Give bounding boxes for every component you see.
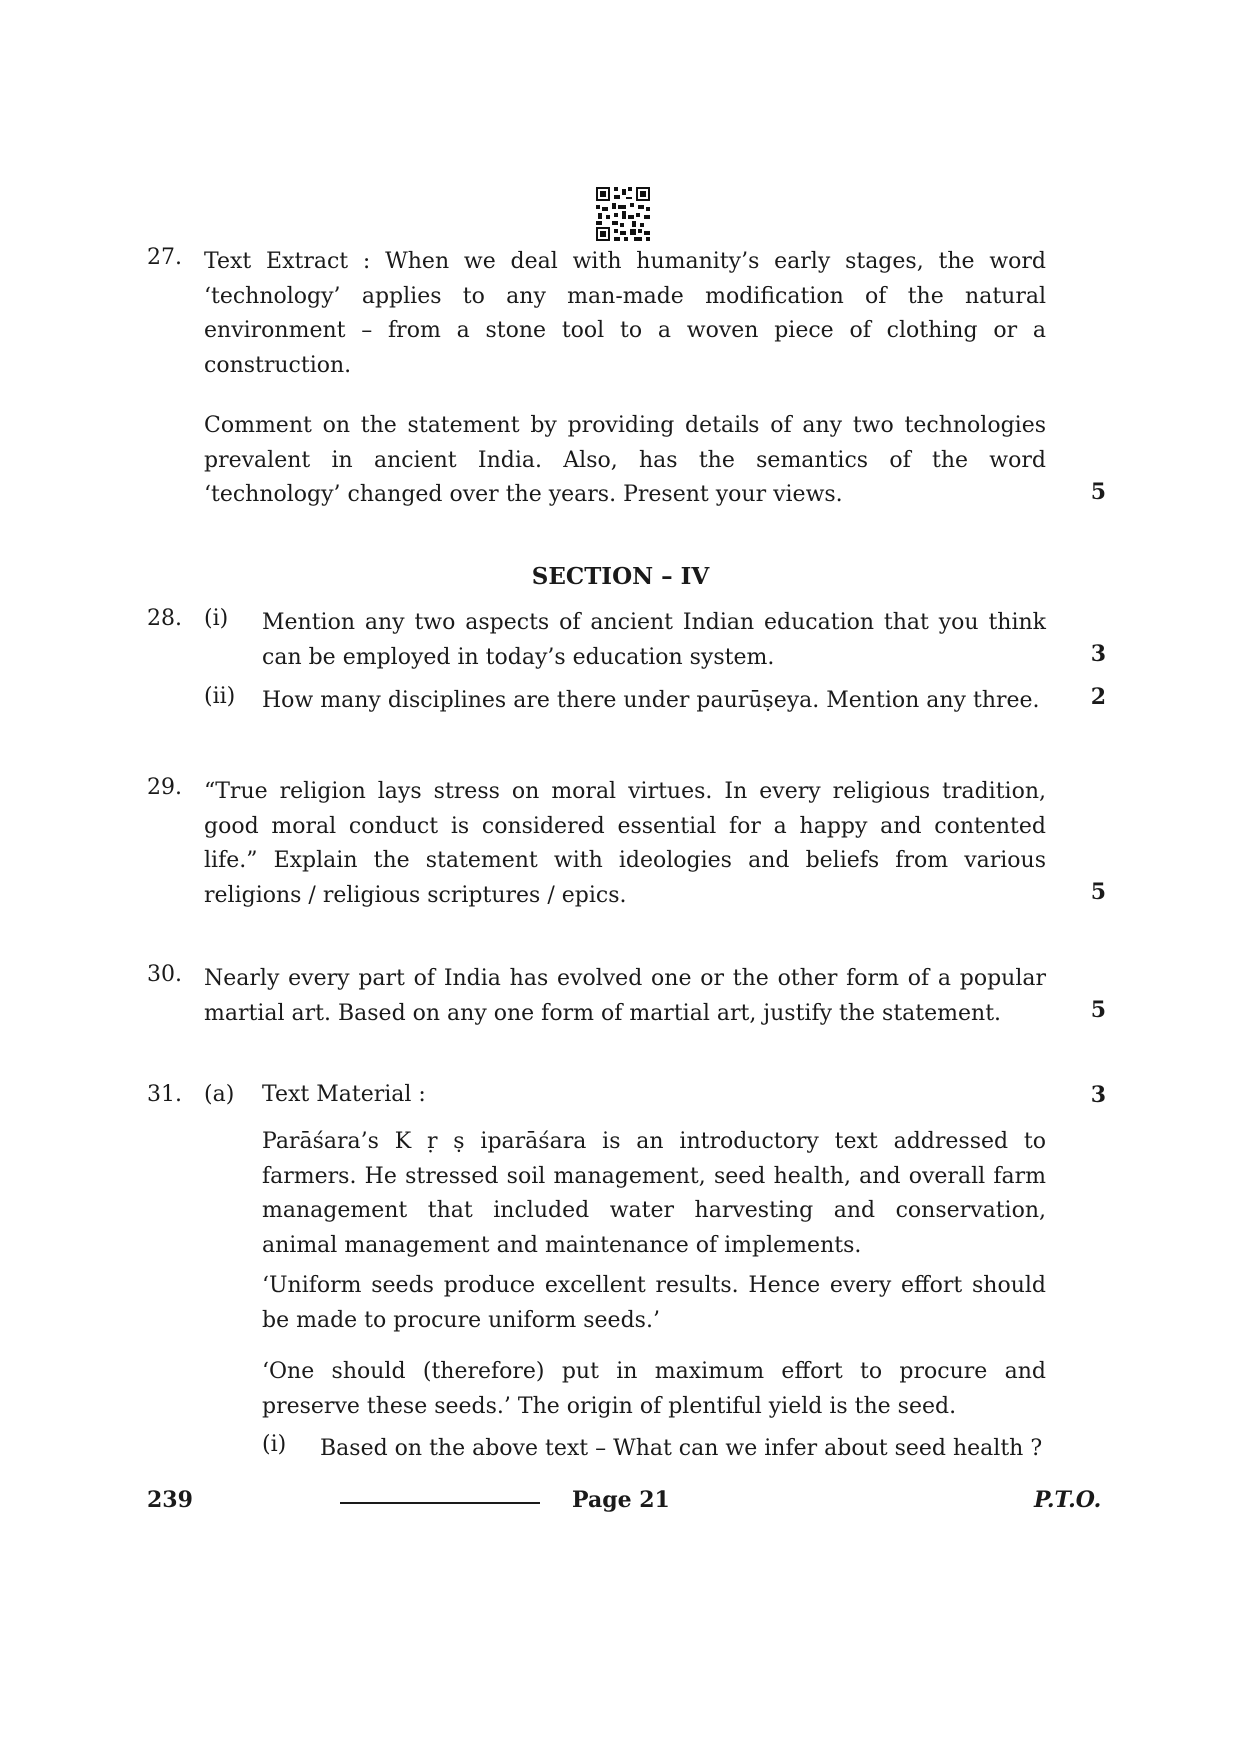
question-text: How many disciplines are there under paurūṣeya. Mention any three. bbox=[262, 688, 1040, 713]
question-text: Based on the above text – What can we infer about seed health ? bbox=[320, 1436, 1043, 1461]
marks: 3 bbox=[1090, 641, 1106, 667]
footer-divider bbox=[340, 1502, 540, 1504]
text-material: ‘One should (therefore) put in maximum effort to procure and preserve these seeds.’ The origin of plentiful yield is the seed. bbox=[262, 1359, 1046, 1419]
text-material: Parāśara’s K ṛ ṣ iparāśara is an introductory text addressed to farmers. He stressed soil management, seed health, and overall farm management that included water harvesting and conservation, animal management and maintenance of implements. bbox=[262, 1129, 1046, 1258]
marks: 5 bbox=[1090, 479, 1106, 505]
question-text: Text Extract : When we deal with humanity’s early stages, the word ‘technology’ applies to any man-made modification of the natural environment – from a stone tool to a woven piece of clothing or a construction. bbox=[204, 249, 1046, 378]
part-label: (a) bbox=[204, 1082, 235, 1107]
part-label: (ii) bbox=[204, 684, 236, 709]
question-number: 27. bbox=[147, 245, 182, 270]
part-title: Text Material : bbox=[262, 1082, 426, 1107]
question-text: Nearly every part of India has evolved one or the other form of a popular martial art. Based on any one form of martial art, justify the statement. bbox=[204, 966, 1046, 1026]
marks: 5 bbox=[1090, 879, 1106, 905]
question-text: “True religion lays stress on moral virtues. In every religious tradition, good moral conduct is considered essential for a happy and contented life.” Explain the statement with ideologies and beliefs from various religions / religious scriptures / epics. bbox=[204, 779, 1046, 908]
marks: 2 bbox=[1090, 684, 1106, 710]
question-text: Comment on the statement by providing details of any two technologies prevalent in ancient India. Also, has the semantics of the word ‘technology’ changed over the years. Present your views. bbox=[204, 413, 1046, 507]
question-number: 29. bbox=[147, 775, 182, 800]
question-text: Mention any two aspects of ancient Indian education that you think can be employed in today’s education system. bbox=[262, 610, 1046, 670]
text-material: ‘Uniform seeds produce excellent results. Hence every effort should be made to procure uniform seeds.’ bbox=[262, 1273, 1046, 1333]
question-number: 31. bbox=[147, 1082, 182, 1107]
qr-code-icon bbox=[596, 187, 650, 241]
pto-label: P.T.O. bbox=[1034, 1487, 1102, 1513]
question-number: 28. bbox=[147, 606, 182, 631]
marks: 3 bbox=[1090, 1082, 1106, 1108]
sub-part-label: (i) bbox=[262, 1432, 287, 1457]
page-number: Page 21 bbox=[572, 1487, 670, 1513]
part-label: (i) bbox=[204, 606, 229, 631]
marks: 5 bbox=[1090, 997, 1106, 1023]
paper-code: 239 bbox=[147, 1487, 193, 1513]
section-heading: SECTION – IV bbox=[531, 563, 710, 590]
question-number: 30. bbox=[147, 962, 182, 987]
